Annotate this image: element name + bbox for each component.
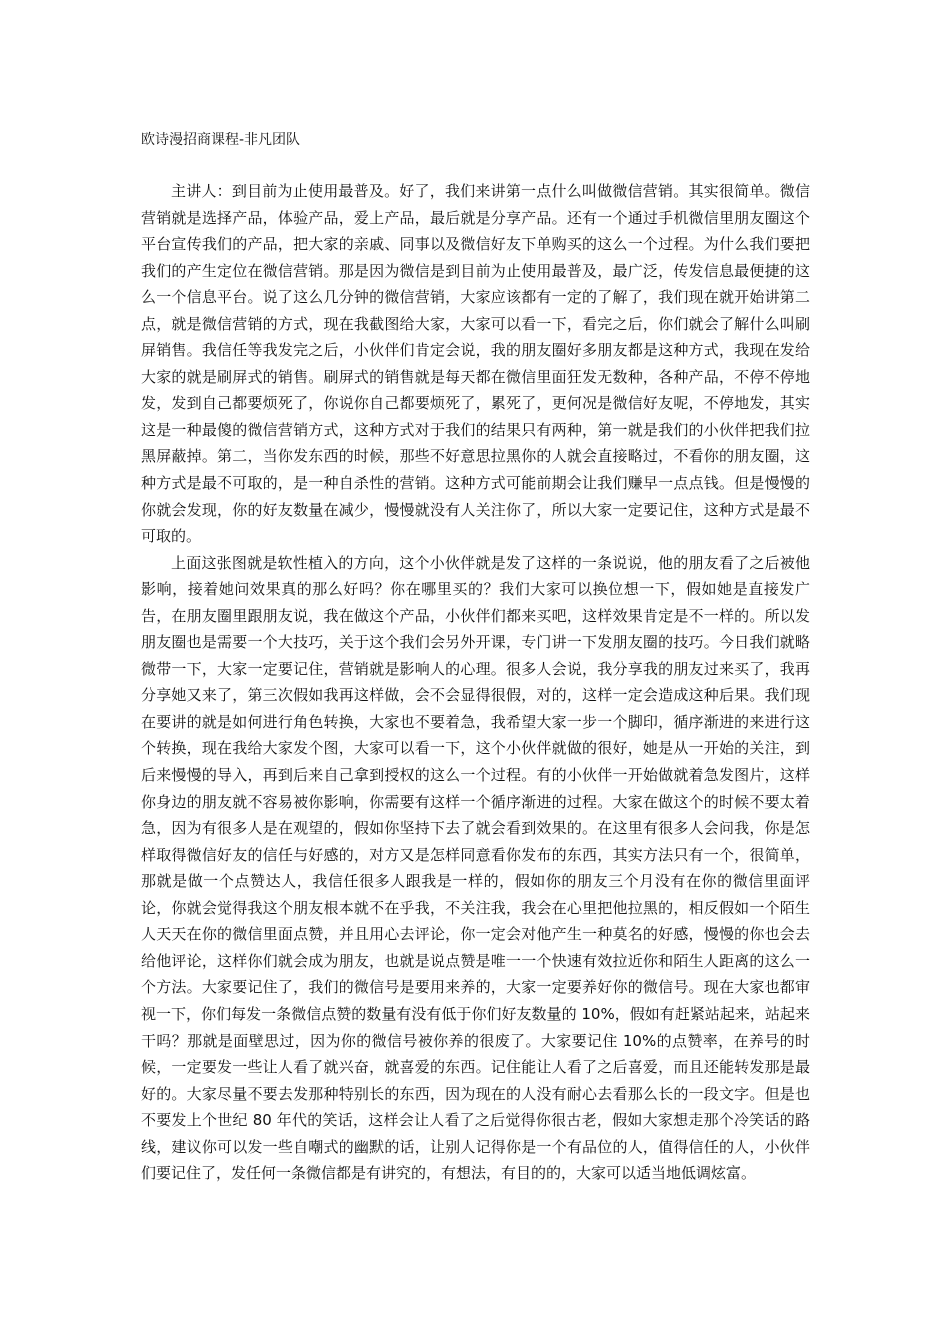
paragraph: 上面这张图就是软性植入的方向，这个小伙伴就是发了这样的一条说说，他的朋友看了之后被他影响，接着她问效果真的那么好吗？你在哪里买的？我们大家可以换位想一下，假如她是直接发广告，在朋友圈里跟朋友说，我在做这个产品，小伙伴们都来买吧，这样效果肯定是不一样的。所以发朋友圈也是需要一个大技巧，关于这个我们会另外开课，专门讲一下发朋友圈的技巧。今日我们就略微带一下，大家一定要记住，营销就是影响人的心理。很多人会说，我分享我的朋友过来买了，我再分享她又来了，第三次假如我再这样做，会不会显得很假，对的，这样一定会造成这种后果。我们现在要讲的就是如何进行角色转换，大家也不要着急，我希望大家一步一个脚印，循序渐进的来进行这个转换，现在我给大家发个图，大家可以看一下，这个小伙伴就做的很好，她是从一开始的关注，到后来慢慢的导入，再到后来自己拿到授权的这么一个过程。有的小伙伴一开始做就着急发图片，这样你身边的朋友就不容易被你影响，你需要有这样一个循序渐进的过程。大家在做这个的时候不要太着急，因为有很多人是在观望的，假如你坚持下去了就会看到效果的。在这里有很多人会问我，你是怎样取得微信好友的信任与好感的，对方又是怎样同意看你发布的东西，其实方法只有一个，很简单，那就是做一个点赞达人，我信任很多人跟我是一样的，假如你的朋友三个月没有在你的微信里面评论，你就会觉得我这个朋友根本就不在乎我，不关注我，我会在心里把他拉黑的，相反假如一个陌生人天天在你的微信里面点赞，并且用心去评论，你一定会对他产生一种莫名的好感，慢慢的你也会去给他评论，这样你们就会成为朋友，也就是说点赞是唯一一个快速有效拉近你和陌生人距离的这么一个方法。大家要记住了，我们的微信号是要用来养的，大家一定要养好你的微信号。现在大家也都审视一下，你们每发一条微信点赞的数量有没有低于你们好友数量的 10%，假如有赶紧站起来，站起来干吗？那就是面壁思过，因为你的微信号被你养的很废了。大家要记住 10%的点赞率，在养号的时候，一定要发一些让人看了就兴奋，就喜爱的东西。记住能让人看了之后喜爱，而且还能转发那是最好的。大家尽量不要去发那种特别长的东西，因为现在的人没有耐心去看那么长的一段文字。但是也不要发上个世纪 80 年代的笑话，这样会让人看了之后觉得你很古老，假如大家想走那个冷笑话的路线，建议你可以发一些自嘲式的幽默的话，让别人记得你是一个有品位的人，值得信任的人，小伙伴们要记住了，发任何一条微信都是有讲究的，有想法，有目的的，大家可以适当地低调炫富。 (141, 553, 810, 1183)
paragraph: 主讲人：到目前为止使用最普及。好了，我们来讲第一点什么叫做微信营销。其实很简单。微信营销就是选择产品，体验产品，爱上产品，最后就是分享产品。还有一个通过手机微信里朋友圈这个平台宣传我们的产品，把大家的亲戚、同事以及微信好友下单购买的这么一个过程。为什么我们要把我们的产生定位在微信营销。那是因为微信是到目前为止使用最普及，最广泛，传发信息最便捷的这么一个信息平台。说了这么几分钟的微信营销，大家应该都有一定的了解了，我们现在就开始讲第二点，就是微信营销的方式，现在我截图给大家，大家可以看一下，看完之后，你们就会了解什么叫刷屏销售。我信任等我发完之后，小伙伴们肯定会说，我的朋友圈好多朋友都是这种方式，我现在发给大家的就是刷屏式的销售。刷屏式的销售就是每天都在微信里面狂发无数种，各种产品，不停不停地发，发到自己都要烦死了，你说你自己都要烦死了，累死了，更何况是微信好友呢，不停地发，其实这是一种最傻的微信营销方式，这种方式对于我们的结果只有两种，第一就是我们的小伙伴把我们拉黑屏蔽掉。第二，当你发东西的时候，那些不好意思拉黑你的人就会直接略过，不看你的朋友圈，这种方式是最不可取的，是一种自杀性的营销。这种方式可能前期会让我们赚早一点点钱。但是慢慢的你就会发现，你的好友数量在减少，慢慢就没有人关注你了，所以大家一定要记住，这种方式是最不可取的。 (141, 182, 810, 546)
document-title: 欧诗漫招商课程-非凡团队 (141, 132, 301, 148)
document-body (141, 178, 810, 1187)
